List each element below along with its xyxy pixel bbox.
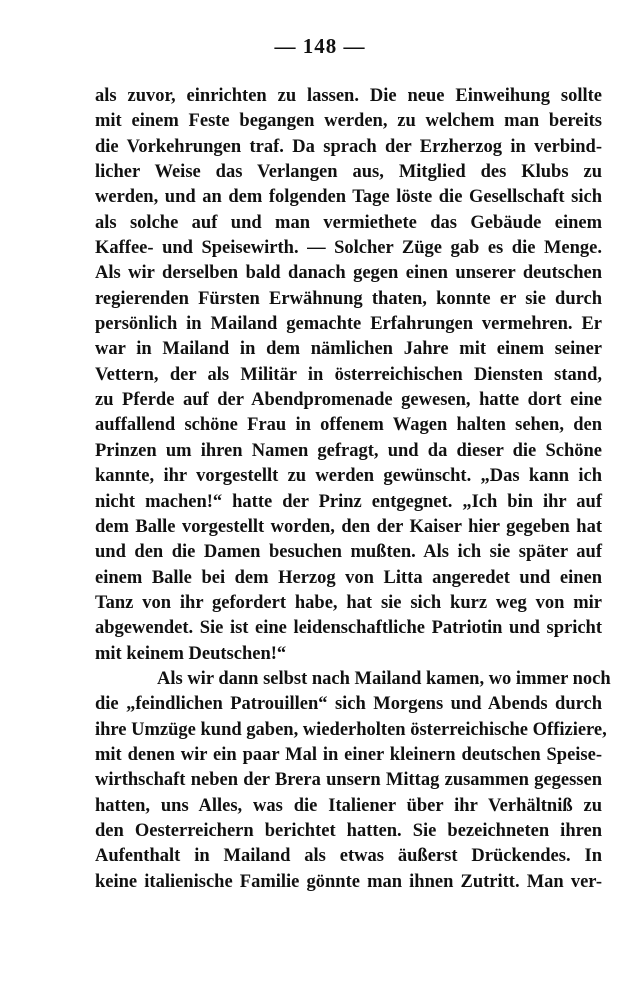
text-line: den Oesterreichern berichtet hatten. Sie bezeichneten ihren [95,820,602,841]
text-line: Prinzen um ihren Namen gefragt, und da dieser die Schöne [95,440,602,461]
text-line: keine italienische Familie gönnte man ihnen Zutritt. Man ver- [95,871,602,892]
text-line: auffallend schöne Frau in offenem Wagen halten sehen, den [95,415,602,436]
text-line: als zuvor, einrichten zu lassen. Die neue Einweihung sollte [95,86,602,106]
text-line: war in Mailand in dem nämlichen Jahre mit einem seiner [95,339,602,360]
text-line: ihre Umzüge kund gaben, wiederholten österreichische Offiziere, [95,719,607,740]
text-line: Tanz von ihr gefordert habe, hat sie sich kurz weg von mir [95,592,602,613]
text-line: zu Pferde auf der Abendpromenade gewesen, hatte dort eine [95,390,602,411]
text-line: Aufenthalt in Mailand als etwas äußerst Drückendes. In [95,846,602,867]
body-text [95,84,611,895]
text-line: Vettern, der als Militär in österreichischen Diensten stand, [95,364,602,385]
text-line: licher Weise das Verlangen aus, Mitglied des Klubs zu [95,162,602,183]
paragraph-start-line: Als wir dann selbst nach Mailand kamen, wo immer noch [157,668,611,689]
text-line: dem Balle vorgestellt worden, den der Kaiser hier gegeben hat [95,516,602,537]
text-line: und den die Damen besuchen mußten. Als ich sie später auf [95,542,602,563]
text-line: wirthschaft neben der Brera unsern Mittag zusammen gegessen [95,770,602,791]
text-line: die Vorkehrungen traf. Da sprach der Erzherzog in verbind- [95,136,602,157]
text-line: abgewendet. Sie ist eine leidenschaftliche Patriotin und spricht [95,618,602,639]
text-line: werden, und an dem folgenden Tage löste die Gesellschaft sich [95,187,602,208]
text-line: mit keinem Deutschen!“ [95,643,287,664]
text-line: regierenden Fürsten Erwähnung thaten, konnte er sie durch [95,288,602,309]
text-line: einem Balle bei dem Herzog von Litta angeredet und einen [95,567,602,588]
text-line: kannte, ihr vorgestellt zu werden gewünscht. „Das kann ich [95,466,602,487]
text-line: persönlich in Mailand gemachte Erfahrungen vermehren. Er [95,314,602,335]
page-number: — 148 — [274,34,366,58]
text-line: Kaffee- und Speisewirth. — Solcher Züge gab es die Menge. [95,238,602,259]
text-line: nicht machen!“ hatte der Prinz entgegnet. „Ich bin ihr auf [95,491,602,512]
text-line: hatten, uns Alles, was die Italiener über ihr Verhältniß zu [95,795,602,816]
text-line: Als wir derselben bald danach gegen einen unserer deutschen [95,263,602,284]
text-line: mit denen wir ein paar Mal in einer kleinern deutschen Speise- [95,744,602,765]
text-line: als solche auf und man vermiethete das Gebäude einem [95,212,602,233]
text-line: mit einem Feste begangen werden, zu welchem man bereits [95,111,602,132]
text-line: die „feindlichen Patrouillen“ sich Morgens und Abends durch [95,694,602,715]
